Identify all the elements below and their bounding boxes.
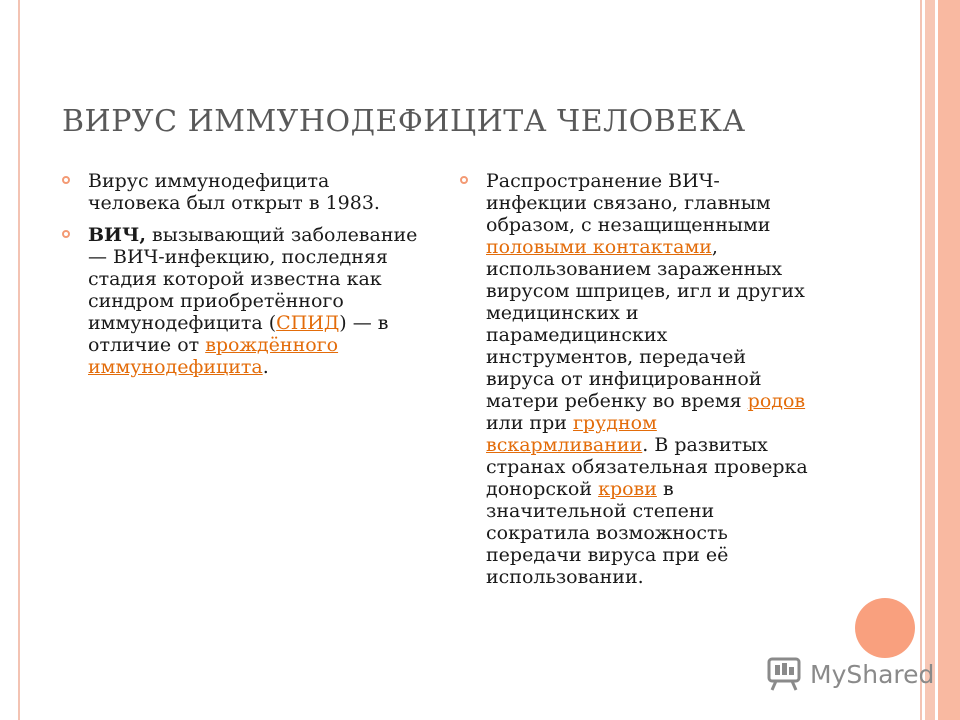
left-bullet-list [62,170,422,378]
item-text: вызывающий заболевание — ВИЧ-инфекцию, последняя стадия которой известна как синдром приобретённого иммунодефицита ( [88,224,418,334]
item-text: в значительной степени сократила возможность передачи вируса при её использовании. [486,478,729,588]
item-text: или при [486,412,573,434]
myshared-logo-icon [766,655,806,693]
list-item [62,224,422,378]
item-text: . В развитых странах обязательная проверка донорской [486,434,808,500]
myshared-watermark[interactable] [766,654,934,694]
link-blood[interactable]: крови [598,478,657,500]
right-bullet-list [460,170,820,588]
link-spid[interactable]: СПИД [276,312,340,334]
slide-title: ВИРУС ИММУНОДЕФИЦИТА ЧЕЛОВЕКА [62,104,746,139]
left-column [62,170,422,388]
item-text: Вирус иммунодефицита человека был открыт в 1983. [88,170,380,214]
item-text: . [262,356,269,378]
bullet-circle-icon [62,230,70,238]
list-item [460,170,820,588]
item-text: ) — в отличие от [88,312,389,356]
bullet-circle-icon [460,176,468,184]
hiv-bold-term: ВИЧ, [88,224,146,246]
item-text: Распространение ВИЧ-инфекции связано, главным образом, с незащищенными [486,170,771,236]
link-innate-immunodeficiency[interactable]: врождённого иммунодефицита [88,334,339,378]
list-item [62,170,422,214]
item-text: , использованием зараженных вирусом шприцев, игл и других медицинских и парамедицинских инструментов, передачей вируса от инфицированной матери ребенку во время [486,236,805,412]
link-sexual-contacts[interactable]: половыми контактами [486,236,712,258]
link-childbirth[interactable]: родов [747,390,806,412]
link-breastfeeding[interactable]: грудном вскармливании [486,412,657,456]
watermark-text: MyShared [810,659,935,689]
decorative-side-band [922,0,960,720]
bullet-circle-icon [62,176,70,184]
decorative-circle [855,598,915,658]
right-column [460,170,820,598]
